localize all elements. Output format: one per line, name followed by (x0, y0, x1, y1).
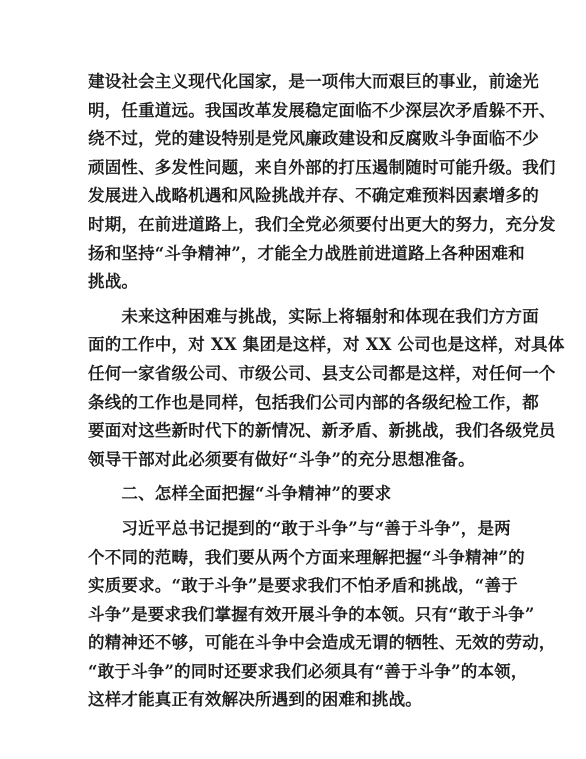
paragraph-2 (88, 303, 565, 475)
text-line: 的精神还不够，可能在斗争中会造成无谓的牺牲、无效的劳动， (88, 633, 556, 653)
section-heading (88, 480, 512, 509)
paragraph-1 (88, 68, 556, 297)
text-line: 时期，在前进道路上，我们全党必须要付出更大的努力，充分发 (88, 214, 556, 234)
document-body (88, 68, 565, 721)
text-line: 扬和坚持“斗争精神”，才能全力战胜前进道路上各种困难和 (88, 243, 525, 263)
text-line: “敢于斗争”的同时还要求我们必须具有“善于斗争”的本领， (88, 661, 528, 681)
text-line: 斗争”是要求我们掌握有效开展斗争的本领。只有“敢于斗争” (88, 604, 535, 624)
text-line: 挑战。 (88, 272, 139, 292)
text-line: 条线的工作也是同样，包括我们公司内部的各级纪检工作，都 (88, 392, 539, 412)
text-line: 习近平总书记提到的“敢于斗争”与“善于斗争”，是两 (88, 518, 511, 538)
text-line: 建设社会主义现代化国家，是一项伟大而艰巨的事业，前途光 (88, 72, 539, 91)
text-line: 未来这种困难与挑战，实际上将辐射和体现在我们方方面 (88, 306, 539, 326)
text-line: 发展进入战略机遇和风险挑战并存、不确定难预料因素增多的 (88, 186, 539, 206)
text-line: 实质要求。“敢于斗争”是要求我们不怕矛盾和挑战，“善于 (88, 576, 518, 596)
paragraph-3 (88, 515, 556, 715)
text-line: 明，任重道远。我国改革发展稳定面临不少深层次矛盾躲不开、 (88, 100, 556, 120)
text-line: 绕不过，党的建设特别是党风廉政建设和反腐败斗争面临不少 (88, 129, 539, 149)
text-line: 任何一家省级公司、市级公司、县支公司都是这样，对任何一个 (88, 363, 556, 383)
text-line: 顽固性、多发性问题，来自外部的打压遏制随时可能升级。我们 (88, 157, 556, 177)
text-line: 面的工作中，对 XX 集团是这样，对 XX 公司也是这样，对具体 (88, 335, 565, 355)
heading-text: 二、怎样全面把握“斗争精神”的要求 (88, 484, 392, 504)
text-line: 要面对这些新时代下的新情况、新矛盾、新挑战，我们各级党员 (88, 421, 556, 441)
text-line: 个不同的范畴，我们要从两个方面来理解把握“斗争精神”的 (88, 547, 525, 567)
text-line: 领导干部对此必须要有做好“斗争”的充分思想准备。 (88, 449, 475, 469)
text-line: 这样才能真正有效解决所遇到的困难和挑战。 (88, 690, 422, 710)
